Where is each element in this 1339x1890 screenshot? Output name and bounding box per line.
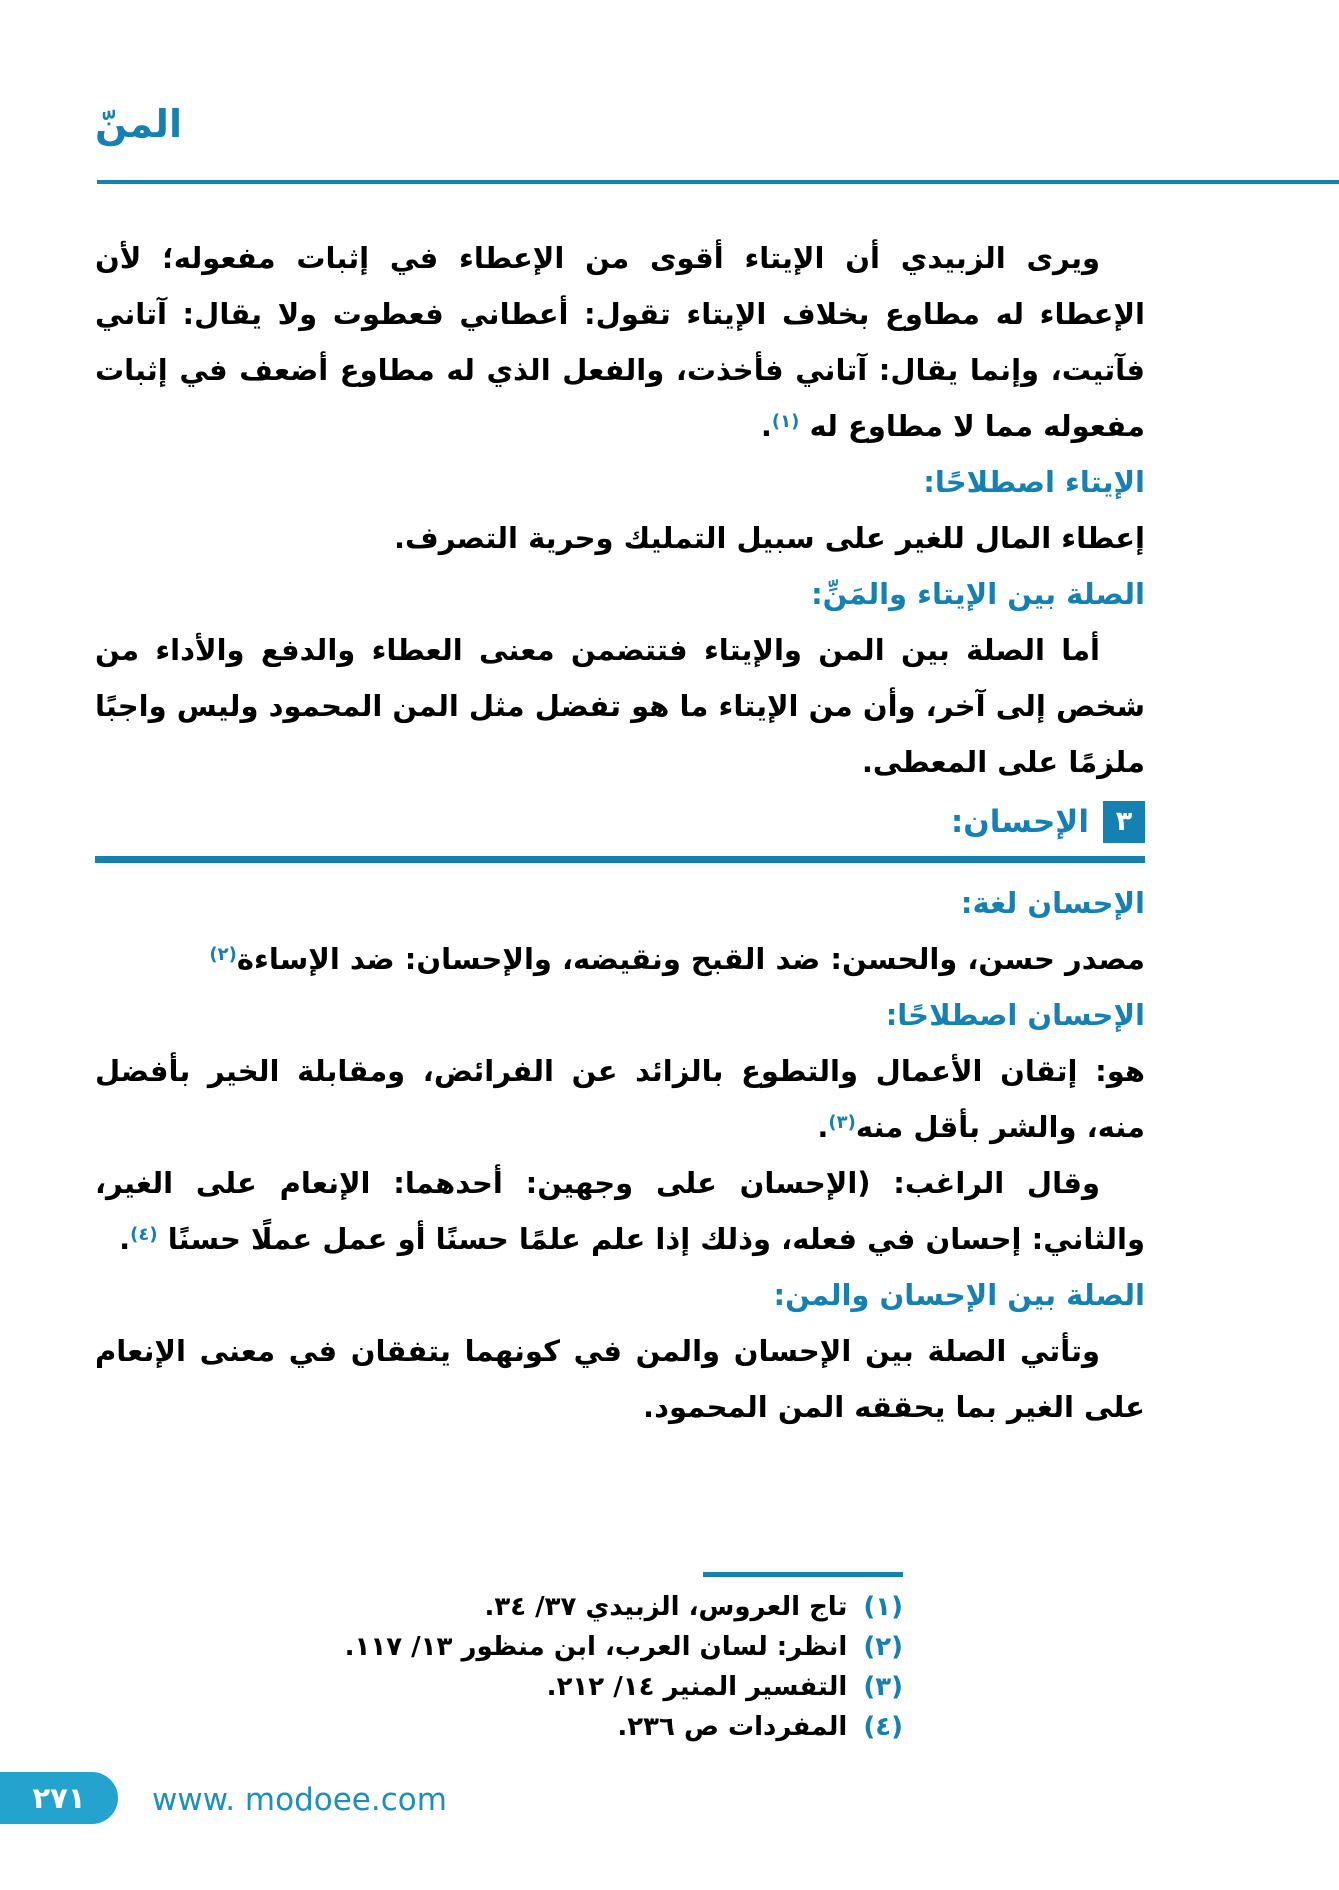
footnote-text: التفسير المنير ١٤/ ٢١٢. — [546, 1672, 848, 1702]
paragraph-tail: . — [817, 1110, 829, 1144]
footnote-text: تاج العروس، الزبيدي ٣٧/ ٣٤. — [484, 1592, 848, 1622]
section-title: الإحسان: — [950, 804, 1089, 840]
section-number-box: ٣ — [1103, 801, 1145, 843]
page-number-badge: ٢٧١ — [0, 1772, 118, 1824]
footnote-item — [345, 1587, 903, 1627]
paragraph-text: هو: إتقان الأعمال والتطوع بالزائد عن الفرائض، ومقابلة الخير بأفضل منه، والشر بأقل منه — [95, 1054, 1145, 1144]
footnote-ref-1: (١) — [771, 411, 800, 432]
heading-ityaa-istilahan: الإيتاء اصطلاحًا: — [923, 465, 1145, 499]
footnote-separator — [703, 1572, 903, 1577]
footnotes-block — [345, 1572, 903, 1747]
page-body — [95, 230, 1145, 1435]
section-header — [95, 794, 1145, 850]
paragraph-tail: . — [760, 409, 772, 443]
website-url: www. modoee.com — [152, 1782, 447, 1818]
paragraph-raghib — [95, 1155, 1145, 1267]
footnote-marker: (٣) — [863, 1672, 903, 1702]
paragraph-ihsan-lugha — [95, 931, 1145, 987]
paragraph-text: وقال الراغب: (الإحسان على وجهين: أحدهما: الإنعام على الغير، والثاني: إحسان في فعله، وذلك إذا علم علمًا حسنًا أو عمل عملًا حسنًا — [95, 1166, 1145, 1256]
paragraph-tail: . — [119, 1222, 131, 1256]
section-rule — [95, 856, 1145, 863]
heading-ihsan-lugha: الإحسان لغة: — [960, 886, 1145, 920]
footnote-item — [345, 1627, 903, 1667]
footnote-ref-3: (٣) — [828, 1112, 856, 1133]
footnote-text: انظر: لسان العرب، ابن منظور ١٣/ ١١٧. — [344, 1632, 848, 1662]
paragraph-ihsan-istilahan — [95, 1043, 1145, 1155]
heading-ihsan-istilahan: الإحسان اصطلاحًا: — [885, 998, 1145, 1032]
header-rule — [97, 180, 1339, 184]
footnote-ref-4: (٤) — [130, 1224, 158, 1245]
footnote-marker: (١) — [863, 1592, 903, 1622]
paragraph-text: ويرى الزبيدي أن الإيتاء أقوى من الإعطاء في إثبات مفعوله؛ لأن الإعطاء له مطاوع بخلاف الإيتاء تقول: أعطاني فعطوت ولا يقال: آتاني فآتيت، وإنما يقال: آتاني فأخذت، والفعل الذي له مطاوع أضعف في إثبات مفعوله مما لا مطاوع له — [95, 241, 1145, 443]
paragraph-zubaidi — [95, 230, 1145, 454]
paragraph-def-ityaa: إعطاء المال للغير على سبيل التمليك وحرية التصرف. — [394, 521, 1145, 555]
footnote-item — [345, 1707, 903, 1747]
footnote-text: المفردات ص ٢٣٦. — [617, 1712, 848, 1742]
heading-sila-ityaa-mann: الصلة بين الإيتاء والمَنِّ: — [811, 577, 1145, 611]
footnote-marker: (٢) — [863, 1632, 903, 1662]
running-header: المنّ — [95, 102, 182, 146]
paragraph-sila-ityaa-mann: أما الصلة بين المن والإيتاء فتتضمن معنى العطاء والدفع والأداء من شخص إلى آخر، وأن من الإيتاء ما هو تفضل مثل المن المحمود وليس واجبًا ملزمًا على المعطى. — [95, 633, 1145, 779]
footnote-ref-2: (٢) — [209, 944, 237, 965]
footnote-item — [345, 1667, 903, 1707]
paragraph-sila-ihsan-mann: وتأتي الصلة بين الإحسان والمن في كونهما يتفقان في معنى الإنعام على الغير بما يحققه المن المحمود. — [95, 1334, 1145, 1424]
heading-sila-ihsan-mann: الصلة بين الإحسان والمن: — [773, 1278, 1145, 1312]
paragraph-text: مصدر حسن، والحسن: ضد القبح ونقيضه، والإحسان: ضد الإساءة — [236, 942, 1145, 976]
footnote-marker: (٤) — [863, 1712, 903, 1742]
